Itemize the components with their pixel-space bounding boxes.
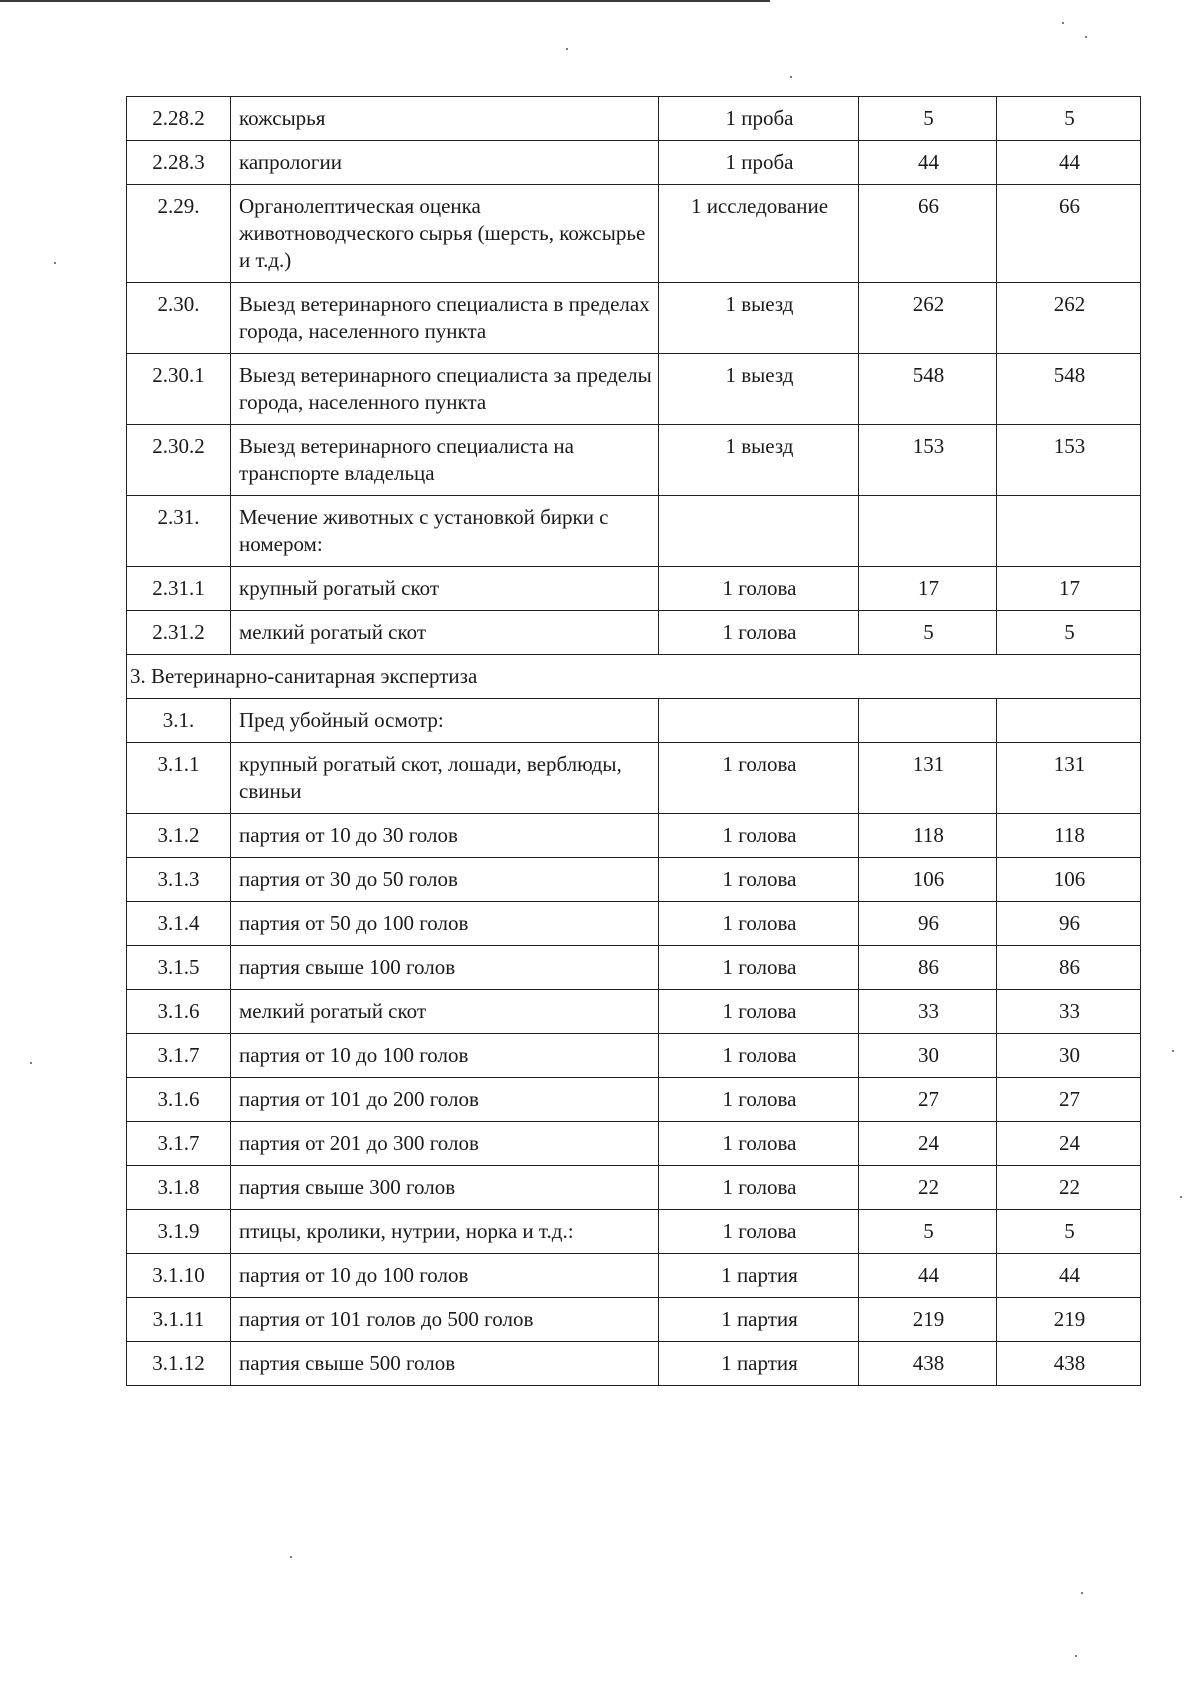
service-name: партия от 50 до 100 голов — [231, 902, 659, 946]
service-name: партия свыше 500 голов — [231, 1342, 659, 1386]
table-row — [127, 1122, 1141, 1166]
row-number: 2.31. — [127, 496, 231, 567]
service-name: Пред убойный осмотр: — [231, 699, 659, 743]
unit-of-measure: 1 выезд — [659, 283, 859, 354]
service-name: Выезд ветеринарного специалиста за пределы города, населенного пункта — [231, 354, 659, 425]
price-cell: 30 — [859, 1034, 997, 1078]
table-row — [127, 354, 1141, 425]
price-with-vat-cell: 66 — [997, 185, 1141, 283]
table-row — [127, 1078, 1141, 1122]
row-number: 3.1.1 — [127, 743, 231, 814]
row-number: 2.30.1 — [127, 354, 231, 425]
price-cell: 118 — [859, 814, 997, 858]
section-row — [127, 655, 1141, 699]
scan-speck — [30, 1062, 32, 1064]
unit-of-measure: 1 голова — [659, 1210, 859, 1254]
price-with-vat-cell: 5 — [997, 611, 1141, 655]
price-cell: 131 — [859, 743, 997, 814]
unit-of-measure: 1 голова — [659, 1166, 859, 1210]
row-number: 2.31.1 — [127, 567, 231, 611]
price-cell — [859, 699, 997, 743]
row-number: 2.30.2 — [127, 425, 231, 496]
scan-edge-line — [0, 0, 770, 2]
price-with-vat-cell: 118 — [997, 814, 1141, 858]
service-name: Мечение животных с установкой бирки с номером: — [231, 496, 659, 567]
unit-of-measure: 1 партия — [659, 1342, 859, 1386]
row-number: 3.1.7 — [127, 1122, 231, 1166]
table-row — [127, 1342, 1141, 1386]
unit-of-measure — [659, 496, 859, 567]
scan-speck — [1081, 1592, 1083, 1594]
price-cell: 106 — [859, 858, 997, 902]
unit-of-measure: 1 проба — [659, 141, 859, 185]
price-with-vat-cell — [997, 496, 1141, 567]
row-number: 3.1.6 — [127, 990, 231, 1034]
row-number: 3.1.4 — [127, 902, 231, 946]
price-cell: 44 — [859, 141, 997, 185]
table-row — [127, 1298, 1141, 1342]
section-heading: 3. Ветеринарно-санитарная экспертиза — [127, 655, 1141, 699]
service-name: мелкий рогатый скот — [231, 611, 659, 655]
row-number: 3.1. — [127, 699, 231, 743]
price-with-vat-cell: 30 — [997, 1034, 1141, 1078]
unit-of-measure: 1 голова — [659, 1034, 859, 1078]
row-number: 3.1.2 — [127, 814, 231, 858]
table-row — [127, 611, 1141, 655]
price-cell: 22 — [859, 1166, 997, 1210]
table-row — [127, 946, 1141, 990]
price-with-vat-cell: 96 — [997, 902, 1141, 946]
service-name: партия от 101 голов до 500 голов — [231, 1298, 659, 1342]
table-row — [127, 567, 1141, 611]
row-number: 3.1.9 — [127, 1210, 231, 1254]
table-row — [127, 990, 1141, 1034]
table-row — [127, 1210, 1141, 1254]
unit-of-measure: 1 голова — [659, 814, 859, 858]
unit-of-measure: 1 выезд — [659, 425, 859, 496]
price-cell: 438 — [859, 1342, 997, 1386]
table-row — [127, 902, 1141, 946]
price-cell: 86 — [859, 946, 997, 990]
service-name: партия свыше 300 голов — [231, 1166, 659, 1210]
scan-speck — [1180, 1196, 1182, 1198]
row-number: 3.1.7 — [127, 1034, 231, 1078]
price-cell: 33 — [859, 990, 997, 1034]
price-with-vat-cell — [997, 699, 1141, 743]
price-with-vat-cell: 438 — [997, 1342, 1141, 1386]
price-with-vat-cell: 33 — [997, 990, 1141, 1034]
service-name: кожсырья — [231, 97, 659, 141]
row-number: 3.1.11 — [127, 1298, 231, 1342]
service-name: партия от 10 до 100 голов — [231, 1034, 659, 1078]
price-with-vat-cell: 5 — [997, 1210, 1141, 1254]
price-with-vat-cell: 22 — [997, 1166, 1141, 1210]
scan-speck — [566, 48, 568, 50]
scan-speck — [1085, 36, 1087, 38]
service-name: Выезд ветеринарного специалиста на транспорте владельца — [231, 425, 659, 496]
price-table — [126, 96, 1141, 1386]
row-number: 3.1.3 — [127, 858, 231, 902]
table-row — [127, 1166, 1141, 1210]
table-row — [127, 496, 1141, 567]
table-row — [127, 743, 1141, 814]
unit-of-measure: 1 проба — [659, 97, 859, 141]
row-number: 3.1.10 — [127, 1254, 231, 1298]
row-number: 2.31.2 — [127, 611, 231, 655]
price-cell: 5 — [859, 1210, 997, 1254]
price-table-body — [127, 97, 1141, 1386]
price-with-vat-cell: 17 — [997, 567, 1141, 611]
price-cell: 24 — [859, 1122, 997, 1166]
unit-of-measure: 1 партия — [659, 1254, 859, 1298]
price-cell: 5 — [859, 611, 997, 655]
unit-of-measure: 1 выезд — [659, 354, 859, 425]
unit-of-measure: 1 голова — [659, 902, 859, 946]
price-cell — [859, 496, 997, 567]
price-with-vat-cell: 5 — [997, 97, 1141, 141]
table-row — [127, 1034, 1141, 1078]
price-with-vat-cell: 262 — [997, 283, 1141, 354]
unit-of-measure: 1 голова — [659, 1122, 859, 1166]
service-name: партия от 10 до 100 голов — [231, 1254, 659, 1298]
table-row — [127, 97, 1141, 141]
table-row — [127, 814, 1141, 858]
service-name: крупный рогатый скот — [231, 567, 659, 611]
price-cell: 153 — [859, 425, 997, 496]
price-with-vat-cell: 153 — [997, 425, 1141, 496]
unit-of-measure: 1 голова — [659, 946, 859, 990]
row-number: 3.1.12 — [127, 1342, 231, 1386]
unit-of-measure: 1 голова — [659, 567, 859, 611]
table-row — [127, 858, 1141, 902]
scan-speck — [1075, 1655, 1077, 1657]
service-name: Органолептическая оценка животноводческого сырья (шерсть, кожсырье и т.д.) — [231, 185, 659, 283]
price-cell: 548 — [859, 354, 997, 425]
price-cell: 27 — [859, 1078, 997, 1122]
service-name: мелкий рогатый скот — [231, 990, 659, 1034]
price-cell: 262 — [859, 283, 997, 354]
row-number: 2.28.2 — [127, 97, 231, 141]
unit-of-measure: 1 голова — [659, 1078, 859, 1122]
row-number: 3.1.8 — [127, 1166, 231, 1210]
price-cell: 17 — [859, 567, 997, 611]
price-with-vat-cell: 24 — [997, 1122, 1141, 1166]
row-number: 2.30. — [127, 283, 231, 354]
row-number: 2.29. — [127, 185, 231, 283]
price-cell: 66 — [859, 185, 997, 283]
unit-of-measure — [659, 699, 859, 743]
scan-speck — [1062, 22, 1064, 24]
scan-speck — [54, 262, 56, 264]
row-number: 2.28.3 — [127, 141, 231, 185]
table-row — [127, 699, 1141, 743]
service-name: партия от 101 до 200 голов — [231, 1078, 659, 1122]
price-with-vat-cell: 27 — [997, 1078, 1141, 1122]
unit-of-measure: 1 голова — [659, 990, 859, 1034]
price-cell: 219 — [859, 1298, 997, 1342]
unit-of-measure: 1 голова — [659, 743, 859, 814]
price-with-vat-cell: 106 — [997, 858, 1141, 902]
row-number: 3.1.5 — [127, 946, 231, 990]
row-number: 3.1.6 — [127, 1078, 231, 1122]
unit-of-measure: 1 партия — [659, 1298, 859, 1342]
price-with-vat-cell: 131 — [997, 743, 1141, 814]
service-name: крупный рогатый скот, лошади, верблюды, свиньи — [231, 743, 659, 814]
scan-speck — [790, 76, 792, 78]
service-name: партия от 10 до 30 голов — [231, 814, 659, 858]
price-with-vat-cell: 548 — [997, 354, 1141, 425]
service-name: партия от 201 до 300 голов — [231, 1122, 659, 1166]
scan-speck — [1172, 1050, 1174, 1052]
service-name: партия свыше 100 голов — [231, 946, 659, 990]
service-name: Выезд ветеринарного специалиста в пределах города, населенного пункта — [231, 283, 659, 354]
service-name: птицы, кролики, нутрии, норка и т.д.: — [231, 1210, 659, 1254]
price-with-vat-cell: 219 — [997, 1298, 1141, 1342]
unit-of-measure: 1 голова — [659, 611, 859, 655]
service-name: партия от 30 до 50 голов — [231, 858, 659, 902]
table-row — [127, 1254, 1141, 1298]
price-with-vat-cell: 44 — [997, 141, 1141, 185]
unit-of-measure: 1 голова — [659, 858, 859, 902]
price-with-vat-cell: 86 — [997, 946, 1141, 990]
price-with-vat-cell: 44 — [997, 1254, 1141, 1298]
price-cell: 44 — [859, 1254, 997, 1298]
price-cell: 96 — [859, 902, 997, 946]
table-row — [127, 185, 1141, 283]
table-row — [127, 425, 1141, 496]
table-row — [127, 141, 1141, 185]
scan-speck — [290, 1556, 292, 1558]
service-name: капрологии — [231, 141, 659, 185]
table-row — [127, 283, 1141, 354]
unit-of-measure: 1 исследование — [659, 185, 859, 283]
price-cell: 5 — [859, 97, 997, 141]
